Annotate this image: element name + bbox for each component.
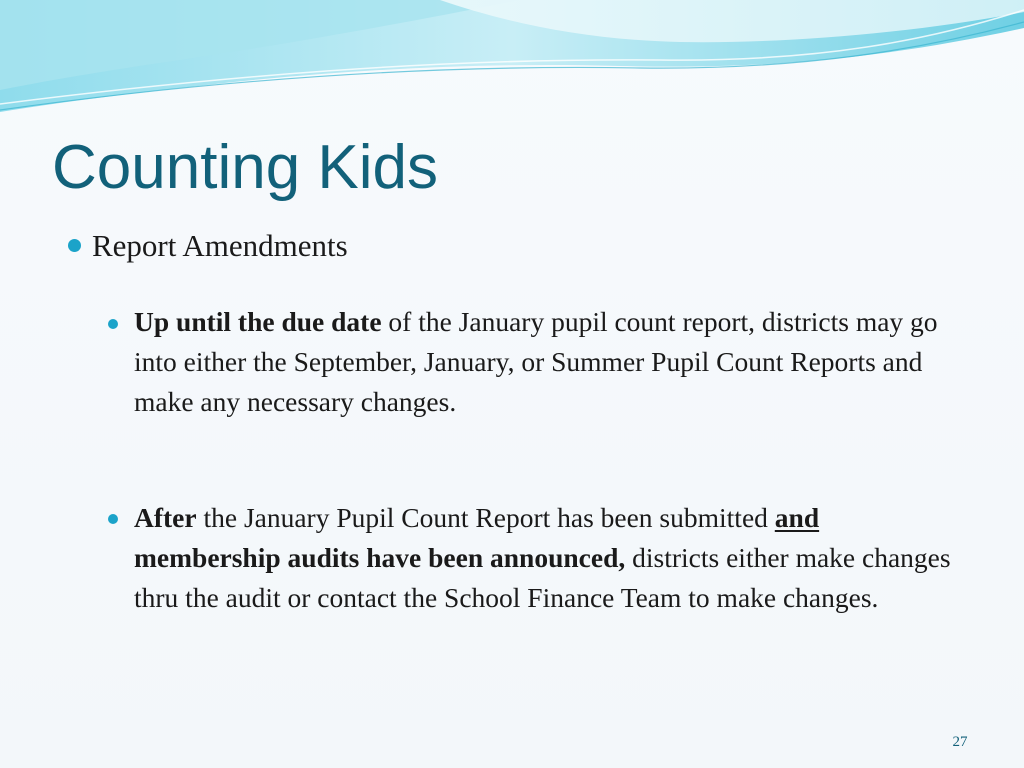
- header-wave-decoration: [0, 0, 1024, 120]
- slide-title: Counting Kids: [52, 133, 439, 202]
- sub-bullet-after-bold: After: [134, 502, 197, 533]
- page-number: 27: [952, 734, 968, 750]
- sub-bullet-due-date: [134, 302, 954, 422]
- sub-bullet-after-bold-mid: membership audits have been announced,: [134, 542, 626, 573]
- bullet-report-amendments: Report Amendments: [92, 228, 348, 263]
- sub-bullet-dot-icon: [108, 514, 118, 524]
- bullet-dot-icon: [68, 239, 81, 252]
- sub-bullet-after-text-a: the January Pupil Count Report has been submitted: [196, 502, 775, 533]
- sub-bullet-after-underlined: and: [774, 502, 820, 533]
- sub-bullet-dot-icon: [108, 319, 118, 329]
- sub-bullet-due-date-bold: Up until the due date: [134, 306, 382, 337]
- sub-bullet-after-text-b: districts either make changes thru the audit or contact the School Finance Team to make changes.: [134, 542, 951, 613]
- sub-bullet-after: [134, 498, 954, 618]
- sub-bullet-due-date-text: of the January pupil count report, districts may go into either the September, January, or Summer Pupil Count Reports and make any necessary changes.: [134, 306, 938, 417]
